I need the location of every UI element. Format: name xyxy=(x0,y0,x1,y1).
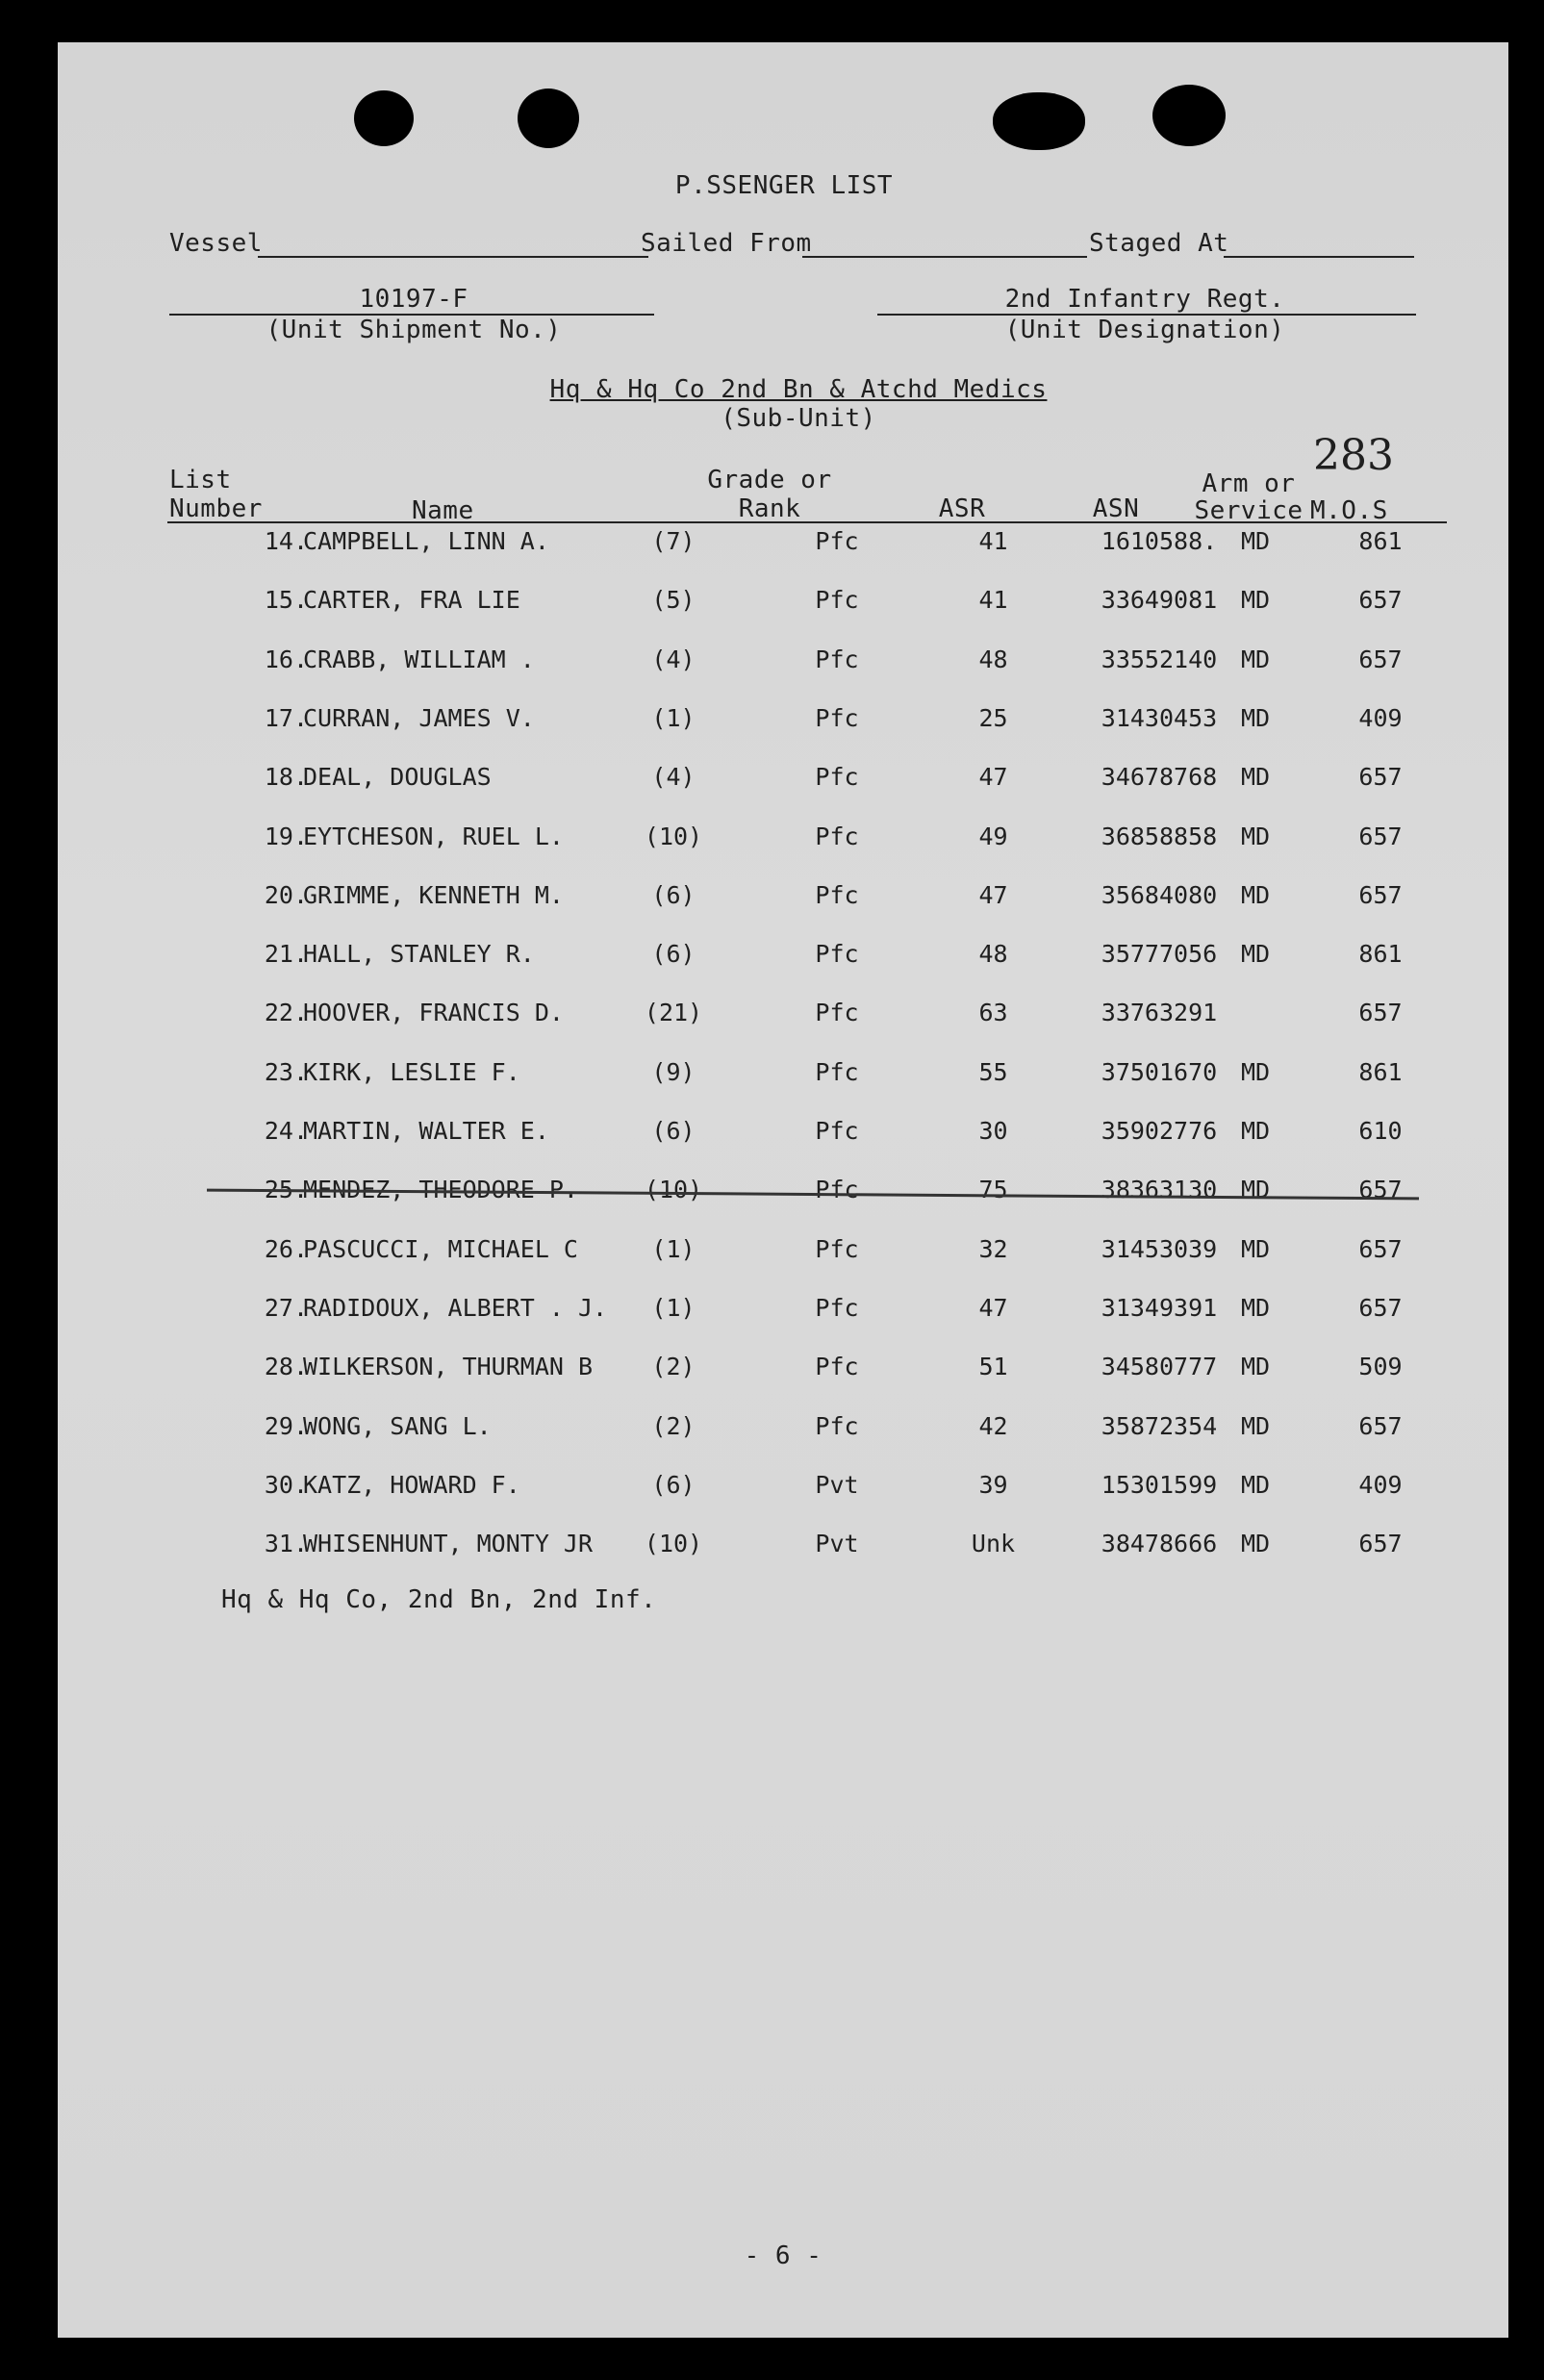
table-row xyxy=(58,881,1508,920)
row-number-code: (1) xyxy=(651,704,696,732)
row-number: 24. xyxy=(264,1117,308,1145)
row-mos: 409 xyxy=(1358,1471,1403,1499)
header-rule xyxy=(167,521,1447,523)
table-row xyxy=(58,1176,1508,1214)
row-mos: 657 xyxy=(1358,1235,1403,1263)
row-number: 16. xyxy=(264,646,308,673)
row-name: CRABB, WILLIAM . xyxy=(303,646,535,673)
row-asr: 25 xyxy=(978,704,1008,732)
row-arm: MD xyxy=(1240,1530,1271,1557)
row-grade: Pfc xyxy=(815,646,859,673)
row-asn: 34580777 xyxy=(1101,1353,1218,1380)
row-number: 15. xyxy=(264,586,308,614)
unit-designation-caption: (Unit Designation) xyxy=(1004,316,1285,344)
page-number: - 6 - xyxy=(744,2241,823,2270)
row-number-code: (10) xyxy=(644,1530,703,1557)
table-row xyxy=(58,823,1508,861)
row-number: 31. xyxy=(264,1530,308,1557)
row-asn: 35872354 xyxy=(1101,1412,1218,1440)
row-arm: MD xyxy=(1240,1176,1271,1203)
table-row xyxy=(58,704,1508,743)
row-name: HOOVER, FRANCIS D. xyxy=(303,999,564,1026)
row-asr: 47 xyxy=(978,763,1008,791)
table-row xyxy=(58,527,1508,566)
row-grade: Pfc xyxy=(815,527,859,555)
row-name: RADIDOUX, ALBERT . J. xyxy=(303,1294,608,1322)
row-asr: 47 xyxy=(978,1294,1008,1322)
staged-at-field-line xyxy=(1224,256,1414,258)
row-grade: Pfc xyxy=(815,704,859,732)
table-row xyxy=(58,1294,1508,1332)
sub-unit: Hq & Hq Co 2nd Bn & Atchd Medics xyxy=(549,375,1048,404)
row-asr: 63 xyxy=(978,999,1008,1026)
row-name: KATZ, HOWARD F. xyxy=(303,1471,520,1499)
row-asn: 35902776 xyxy=(1101,1117,1218,1145)
row-mos: 657 xyxy=(1358,586,1403,614)
row-mos: 861 xyxy=(1358,940,1403,968)
row-number: 20. xyxy=(264,881,308,909)
row-grade: Pfc xyxy=(815,1353,859,1380)
row-grade: Pfc xyxy=(815,1412,859,1440)
row-number: 14. xyxy=(264,527,308,555)
row-arm: MD xyxy=(1240,1058,1271,1086)
col-header-grade-or: Grade or xyxy=(707,466,832,494)
row-mos: 657 xyxy=(1358,881,1403,909)
table-row xyxy=(58,1058,1508,1097)
row-number: 17. xyxy=(264,704,308,732)
row-grade: Pfc xyxy=(815,1117,859,1145)
row-arm: MD xyxy=(1240,704,1271,732)
row-grade: Pfc xyxy=(815,1235,859,1263)
row-number-code: (1) xyxy=(651,1235,696,1263)
punch-hole xyxy=(354,90,414,146)
row-number-code: (21) xyxy=(644,999,703,1026)
table-row xyxy=(58,940,1508,978)
table-row xyxy=(58,586,1508,624)
row-name: MARTIN, WALTER E. xyxy=(303,1117,549,1145)
row-number-code: (1) xyxy=(651,1294,696,1322)
row-asn: 34678768 xyxy=(1101,763,1218,791)
row-number-code: (6) xyxy=(651,881,696,909)
vessel-label: Vessel xyxy=(169,229,263,258)
row-name: WONG, SANG L. xyxy=(303,1412,492,1440)
row-asr: 55 xyxy=(978,1058,1008,1086)
row-arm: MD xyxy=(1240,586,1271,614)
row-mos: 657 xyxy=(1358,1176,1403,1203)
row-mos: 509 xyxy=(1358,1353,1403,1380)
vessel-field-line xyxy=(258,256,648,258)
row-asn: 33552140 xyxy=(1101,646,1218,673)
row-mos: 657 xyxy=(1358,999,1403,1026)
col-header-asn: ASN xyxy=(1092,494,1140,523)
col-header-service: Service xyxy=(1194,496,1304,525)
row-number-code: (2) xyxy=(651,1353,696,1380)
row-asn: 33763291 xyxy=(1101,999,1218,1026)
row-asr: 75 xyxy=(978,1176,1008,1203)
footer-note: Hq & Hq Co, 2nd Bn, 2nd Inf. xyxy=(221,1585,657,1614)
row-number-code: (5) xyxy=(651,586,696,614)
row-number: 18. xyxy=(264,763,308,791)
row-asn: 37501670 xyxy=(1101,1058,1218,1086)
col-header-mos: M.O.S xyxy=(1310,496,1388,525)
row-grade: Pfc xyxy=(815,586,859,614)
table-row xyxy=(58,999,1508,1037)
row-arm: MD xyxy=(1240,1412,1271,1440)
row-number-code: (4) xyxy=(651,763,696,791)
table-row xyxy=(58,1530,1508,1568)
row-asr: 32 xyxy=(978,1235,1008,1263)
sailed-from-field-line xyxy=(802,256,1087,258)
punch-hole xyxy=(993,92,1085,150)
row-asr: 47 xyxy=(978,881,1008,909)
row-mos: 409 xyxy=(1358,704,1403,732)
row-number-code: (6) xyxy=(651,940,696,968)
row-number-code: (9) xyxy=(651,1058,696,1086)
row-name: PASCUCCI, MICHAEL C xyxy=(303,1235,578,1263)
row-grade: Pfc xyxy=(815,763,859,791)
row-mos: 657 xyxy=(1358,763,1403,791)
row-asr: 30 xyxy=(978,1117,1008,1145)
row-name: MENDEZ, THEODORE P. xyxy=(303,1176,578,1203)
row-arm: MD xyxy=(1240,1235,1271,1263)
row-name: CAMPBELL, LINN A. xyxy=(303,527,549,555)
row-number: 29. xyxy=(264,1412,308,1440)
row-arm: MD xyxy=(1240,823,1271,850)
row-number: 21. xyxy=(264,940,308,968)
row-mos: 657 xyxy=(1358,823,1403,850)
row-number-code: (6) xyxy=(651,1117,696,1145)
row-number: 26. xyxy=(264,1235,308,1263)
row-asr: 41 xyxy=(978,527,1008,555)
table-row xyxy=(58,1353,1508,1391)
row-number: 25. xyxy=(264,1176,308,1203)
row-grade: Pfc xyxy=(815,1176,859,1203)
row-grade: Pvt xyxy=(815,1471,859,1499)
row-name: WHISENHUNT, MONTY JR xyxy=(303,1530,594,1557)
row-number: 28. xyxy=(264,1353,308,1380)
table-row xyxy=(58,1117,1508,1155)
row-arm: MD xyxy=(1240,1294,1271,1322)
row-asn: 31349391 xyxy=(1101,1294,1218,1322)
row-grade: Pfc xyxy=(815,1058,859,1086)
table-row xyxy=(58,763,1508,801)
row-name: CARTER, FRA LIE xyxy=(303,586,520,614)
row-mos: 657 xyxy=(1358,1530,1403,1557)
row-grade: Pfc xyxy=(815,1294,859,1322)
col-header-name: Name xyxy=(412,496,474,525)
row-arm: MD xyxy=(1240,1117,1271,1145)
row-mos: 657 xyxy=(1358,646,1403,673)
row-grade: Pvt xyxy=(815,1530,859,1557)
row-arm: MD xyxy=(1240,646,1271,673)
row-name: CURRAN, JAMES V. xyxy=(303,704,535,732)
row-asn: 31430453 xyxy=(1101,704,1218,732)
page-mark: 283 xyxy=(1313,431,1394,480)
row-asn: 35777056 xyxy=(1101,940,1218,968)
table-row xyxy=(58,1412,1508,1451)
row-asr: 49 xyxy=(978,823,1008,850)
row-asr: 48 xyxy=(978,940,1008,968)
row-number: 22. xyxy=(264,999,308,1026)
row-mos: 657 xyxy=(1358,1412,1403,1440)
row-number-code: (10) xyxy=(644,823,703,850)
col-header-rank: Rank xyxy=(738,494,801,523)
row-asn: 35684080 xyxy=(1101,881,1218,909)
row-number-code: (4) xyxy=(651,646,696,673)
row-arm: MD xyxy=(1240,940,1271,968)
row-number: 23. xyxy=(264,1058,308,1086)
staged-at-label: Staged At xyxy=(1089,229,1229,258)
row-asr: 39 xyxy=(978,1471,1008,1499)
row-number-code: (6) xyxy=(651,1471,696,1499)
row-grade: Pfc xyxy=(815,999,859,1026)
row-grade: Pfc xyxy=(815,881,859,909)
col-header-list: List xyxy=(169,466,232,494)
row-name: HALL, STANLEY R. xyxy=(303,940,535,968)
unit-shipment-number: 10197-F xyxy=(359,285,468,314)
punch-hole xyxy=(518,89,579,148)
row-asr: Unk xyxy=(971,1530,1016,1557)
row-number-code: (7) xyxy=(651,527,696,555)
row-name: DEAL, DOUGLAS xyxy=(303,763,492,791)
row-number-code: (10) xyxy=(644,1176,703,1203)
row-number-code: (2) xyxy=(651,1412,696,1440)
unit-shipment-caption: (Unit Shipment No.) xyxy=(266,316,562,344)
document-title: P.SSENGER LIST xyxy=(674,171,894,200)
row-arm: MD xyxy=(1240,527,1271,555)
row-name: GRIMME, KENNETH M. xyxy=(303,881,564,909)
row-asn: 36858858 xyxy=(1101,823,1218,850)
row-asr: 42 xyxy=(978,1412,1008,1440)
row-asr: 51 xyxy=(978,1353,1008,1380)
row-asn: 38363130 xyxy=(1101,1176,1218,1203)
col-header-asr: ASR xyxy=(938,494,986,523)
row-mos: 657 xyxy=(1358,1294,1403,1322)
row-grade: Pfc xyxy=(815,940,859,968)
table-row xyxy=(58,1235,1508,1274)
row-mos: 610 xyxy=(1358,1117,1403,1145)
row-name: EYTCHESON, RUEL L. xyxy=(303,823,564,850)
sailed-from-label: Sailed From xyxy=(641,229,812,258)
col-header-number: Number xyxy=(169,494,263,523)
row-arm: MD xyxy=(1240,881,1271,909)
row-number: 27. xyxy=(264,1294,308,1322)
sub-unit-caption: (Sub-Unit) xyxy=(721,404,876,433)
table-row xyxy=(58,1471,1508,1509)
unit-designation: 2nd Infantry Regt. xyxy=(1004,285,1285,314)
document-page xyxy=(58,42,1508,2338)
row-asn: 31453039 xyxy=(1101,1235,1218,1263)
row-number: 19. xyxy=(264,823,308,850)
row-asn: 15301599 xyxy=(1101,1471,1218,1499)
row-name: WILKERSON, THURMAN B xyxy=(303,1353,594,1380)
row-asr: 48 xyxy=(978,646,1008,673)
row-arm: MD xyxy=(1240,763,1271,791)
row-number: 30. xyxy=(264,1471,308,1499)
col-header-arm-or: Arm or xyxy=(1202,469,1296,498)
row-name: KIRK, LESLIE F. xyxy=(303,1058,520,1086)
row-asn: 38478666 xyxy=(1101,1530,1218,1557)
row-arm: MD xyxy=(1240,1353,1271,1380)
row-asn: 33649081 xyxy=(1101,586,1218,614)
row-grade: Pfc xyxy=(815,823,859,850)
row-asn: 1610588. xyxy=(1101,527,1218,555)
row-mos: 861 xyxy=(1358,527,1403,555)
row-mos: 861 xyxy=(1358,1058,1403,1086)
table-row xyxy=(58,646,1508,684)
row-arm: MD xyxy=(1240,1471,1271,1499)
punch-hole xyxy=(1152,85,1226,146)
row-asr: 41 xyxy=(978,586,1008,614)
